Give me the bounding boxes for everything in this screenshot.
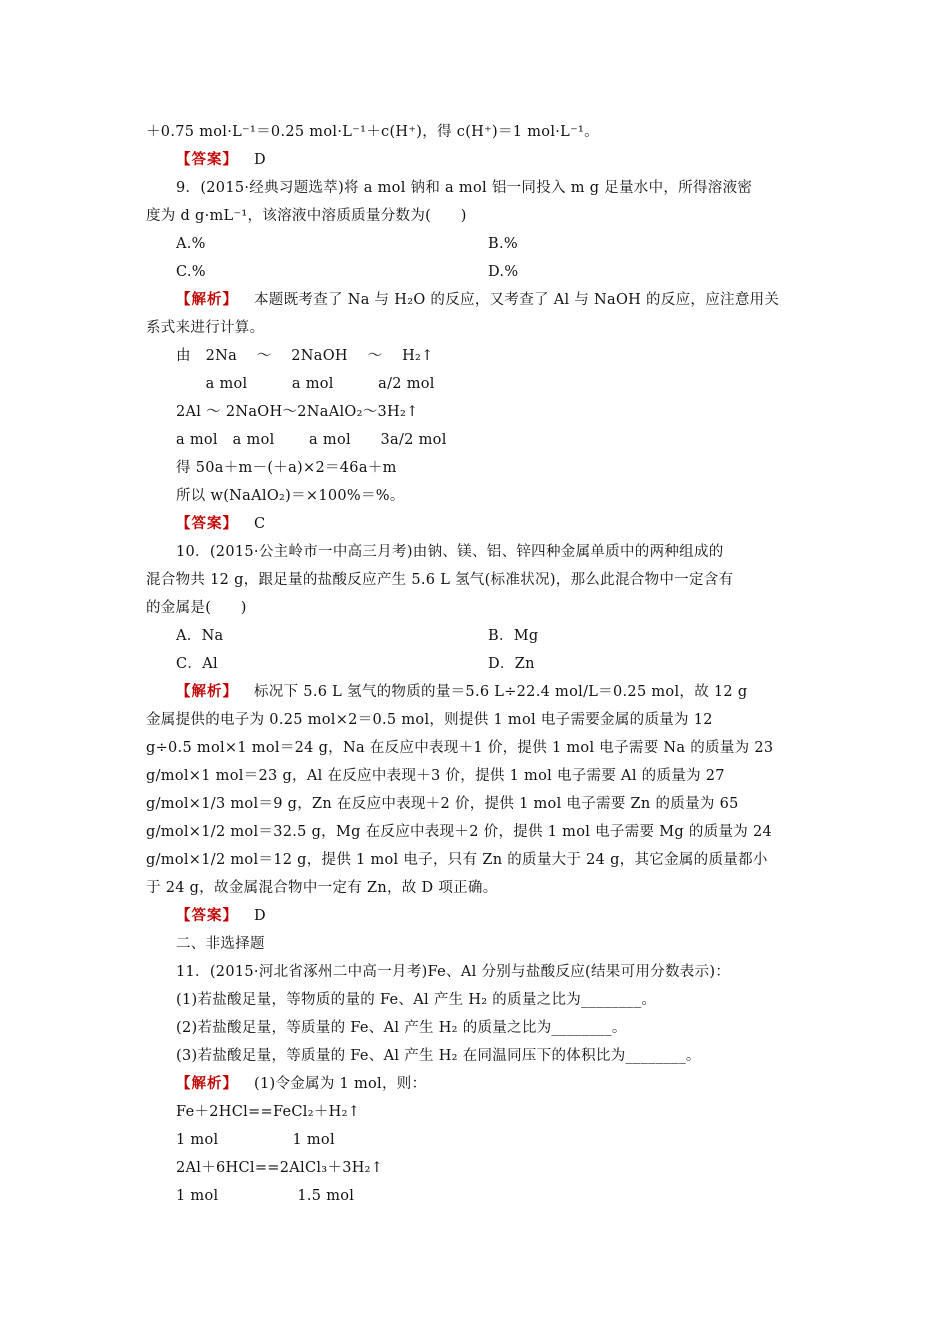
equation-line: 1 mol 1 mol — [176, 1132, 335, 1148]
text-line: g/mol×1/2 mol＝32.5 g，Mg 在反应中表现＋2 价，提供 1 mol 电子需要 Mg 的质量为 24 — [146, 824, 773, 840]
analysis-line: 【 解析 】 标况下 5.6 L 氢气的物质的量＝5.6 L÷22.4 mol/L＝0.25 mol，故 12 g — [176, 682, 844, 702]
equation-line: Fe＋2HCl==FeCl₂＋H₂↑ — [176, 1104, 361, 1120]
option-c: C．Al — [176, 656, 218, 672]
question-10-stem: 10．(2015·公主岭市一中高三月考)由钠、镁、铝、锌四种金属单质中的两种组成的 — [176, 544, 724, 560]
sub-question: (1)若盐酸足量，等物质的量的 Fe、Al 产生 H₂ 的质量之比为________。 — [176, 992, 657, 1008]
sub-question: (3)若盐酸足量，等质量的 Fe、Al 产生 H₂ 在同温同压下的体积比为________。 — [176, 1048, 701, 1064]
option-row — [176, 654, 844, 674]
equation-line: 所以 w(NaAlO₂)＝×100%＝%。 — [176, 488, 405, 504]
option-b: B.% — [488, 236, 518, 252]
answer-tag: 【 答案 】 — [176, 151, 238, 168]
analysis-tag: 【 解析 】 — [176, 1075, 238, 1092]
text-line: 于 24 g，故金属混合物中一定有 Zn，故 D 项正确。 — [146, 880, 498, 896]
text-line: 混合物共 12 g，跟足量的盐酸反应产生 5.6 L 氢气(标准状况)，那么此混合物中一定含有 — [146, 572, 734, 588]
text-line: ＋0.75 mol·L⁻¹＝0.25 mol·L⁻¹＋c(H⁺)，得 c(H⁺)＝1 mol·L⁻¹。 — [146, 124, 599, 140]
option-d: D．Zn — [488, 656, 535, 672]
option-row — [176, 234, 844, 254]
answer-line: 【 答案 】 D — [176, 150, 844, 170]
equation-line: 由 2Na ～ 2NaOH ～ H₂↑ — [176, 348, 434, 364]
equation-line: a mol a mol a mol 3a/2 mol — [176, 432, 447, 448]
text-line: 系式来进行计算。 — [146, 320, 265, 336]
question-11-stem: 11．(2015·河北省涿州二中高一月考)Fe、Al 分别与盐酸反应(结果可用分数表示)： — [176, 964, 731, 980]
answer-line: 【 答案 】 C — [176, 514, 844, 534]
text-line: g/mol×1/2 mol＝12 g，提供 1 mol 电子，只有 Zn 的质量大于 24 g，其它金属的质量都小 — [146, 852, 768, 868]
option-a: A．Na — [176, 628, 224, 644]
option-a: A.% — [176, 236, 206, 252]
option-b: B．Mg — [488, 628, 539, 644]
question-9-stem: 9．(2015·经典习题选萃)将 a mol 钠和 a mol 铝一同投入 m g 足量水中，所得溶液密 — [176, 180, 753, 196]
analysis-tag: 【 解析 】 — [176, 683, 238, 700]
analysis-line: 【 解析 】 (1)令金属为 1 mol，则： — [176, 1074, 844, 1094]
text-line: 的金属是( ) — [146, 600, 247, 616]
option-row — [176, 262, 844, 282]
equation-line: 2Al ～ 2NaOH～2NaAlO₂～3H₂↑ — [176, 404, 419, 420]
text-line: g/mol×1 mol＝23 g，Al 在反应中表现＋3 价，提供 1 mol 电子需要 Al 的质量为 27 — [146, 768, 725, 784]
equation-line: 2Al＋6HCl==2AlCl₃＋3H₂↑ — [176, 1160, 384, 1176]
option-c: C.% — [176, 264, 206, 280]
answer-tag: 【 答案 】 — [176, 907, 238, 924]
equation-line: 1 mol 1.5 mol — [176, 1188, 355, 1204]
text-line: g÷0.5 mol×1 mol＝24 g，Na 在反应中表现＋1 价，提供 1 mol 电子需要 Na 的质量为 23 — [146, 740, 774, 756]
analysis-line: 【 解析 】 本题既考查了 Na 与 H₂O 的反应，又考查了 Al 与 NaOH 的反应，应注意用关 — [176, 290, 844, 310]
equation-line: 得 50a＋m－(＋a)×2＝46a＋m — [176, 460, 397, 476]
text-line: 金属提供的电子为 0.25 mol×2＝0.5 mol，则提供 1 mol 电子需要金属的质量为 12 — [146, 712, 713, 728]
answer-line: 【 答案 】 D — [176, 906, 844, 926]
option-d: D.% — [488, 264, 519, 280]
section-heading: 二、非选择题 — [176, 936, 265, 952]
equation-line: a mol a mol a/2 mol — [176, 376, 435, 392]
text-line: 度为 d g·mL⁻¹，该溶液中溶质质量分数为( ) — [146, 208, 467, 224]
answer-tag: 【 答案 】 — [176, 515, 238, 532]
sub-question: (2)若盐酸足量，等质量的 Fe、Al 产生 H₂ 的质量之比为________。 — [176, 1020, 627, 1036]
text-line: g/mol×1/3 mol＝9 g，Zn 在反应中表现＋2 价，提供 1 mol 电子需要 Zn 的质量为 65 — [146, 796, 739, 812]
analysis-tag: 【 解析 】 — [176, 291, 238, 308]
option-row — [176, 626, 844, 646]
